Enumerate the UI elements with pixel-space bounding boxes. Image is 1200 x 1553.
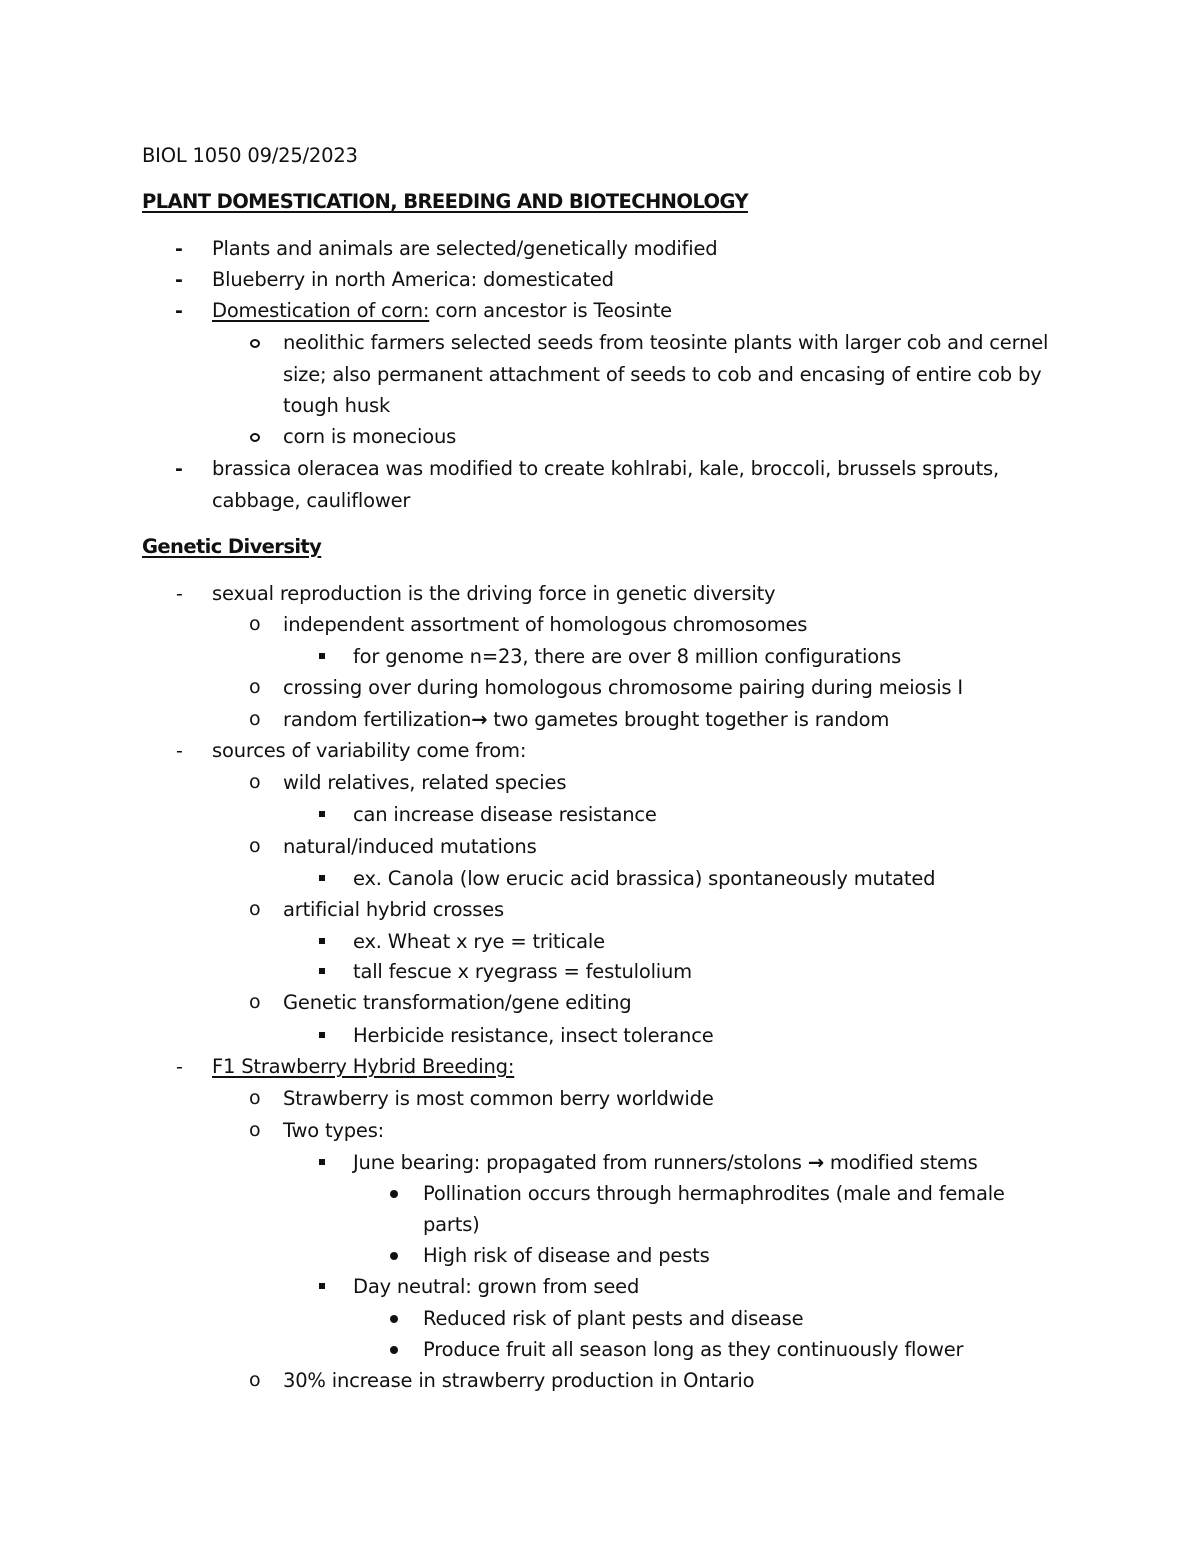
dot-bullet-icon — [390, 1315, 398, 1323]
corn-text: corn ancestor is Teosinte — [429, 299, 672, 322]
ring-bullet-icon: o — [249, 1087, 261, 1109]
dash-bullet-icon: - — [176, 583, 183, 605]
list-item: corn is monecious — [283, 425, 457, 448]
list-item: tall fescue x ryegrass = festulolium — [353, 960, 692, 983]
list-item: sexual reproduction is the driving force in genetic diversity — [212, 582, 776, 605]
list-item: Genetic transformation/gene editing — [283, 991, 632, 1014]
dash-bullet-icon: - — [175, 238, 183, 260]
dot-bullet-icon — [390, 1346, 398, 1354]
list-item: 30% increase in strawberry production in Ontario — [283, 1369, 755, 1392]
list-item: independent assortment of homologous chromosomes — [283, 613, 808, 636]
dash-bullet-icon: - — [175, 269, 183, 291]
june-text: June bearing: propagated from runners/stolons — [353, 1151, 808, 1174]
list-item: crossing over during homologous chromosome pairing during meiosis I — [283, 676, 963, 699]
square-bullet-icon — [319, 1159, 325, 1165]
ring-bullet-icon: o — [249, 835, 261, 857]
square-bullet-icon — [319, 811, 325, 817]
june-text-rest: modified stems — [823, 1151, 978, 1174]
list-item: wild relatives, related species — [283, 771, 567, 794]
ring-bullet-icon: o — [249, 613, 261, 635]
square-bullet-icon — [319, 875, 325, 881]
list-item-continuation: cabbage, cauliflower — [212, 489, 411, 512]
dot-bullet-icon — [390, 1190, 398, 1198]
square-bullet-icon — [319, 653, 325, 659]
list-item: Reduced risk of plant pests and disease — [423, 1307, 804, 1330]
list-item: Two types: — [283, 1119, 385, 1142]
ring-bullet-icon: o — [249, 1369, 261, 1391]
list-item: ex. Wheat x rye = triticale — [353, 930, 605, 953]
ring-bullet-icon: o — [249, 898, 261, 920]
random-text-rest: two gametes brought together is random — [487, 708, 890, 731]
list-item: Plants and animals are selected/genetically modified — [212, 237, 718, 260]
ring-bullet-icon: o — [249, 771, 261, 793]
ring-bullet-icon: o — [249, 1119, 261, 1141]
section-title: Genetic Diversity — [142, 535, 322, 558]
square-bullet-icon — [319, 938, 325, 944]
list-item: Blueberry in north America: domesticated — [212, 268, 614, 291]
ring-bullet-icon: o — [249, 708, 261, 730]
list-item: can increase disease resistance — [353, 803, 657, 826]
ring-bullet-icon: o — [249, 991, 261, 1013]
list-item: neolithic farmers selected seeds from teosinte plants with larger cob and cernel — [283, 331, 1049, 354]
dash-bullet-icon: - — [176, 740, 183, 762]
course-header: BIOL 1050 09/25/2023 — [142, 144, 358, 167]
dot-bullet-icon — [390, 1252, 398, 1260]
ring-bullet-icon: o — [249, 676, 261, 698]
list-item: Herbicide resistance, insect tolerance — [353, 1024, 714, 1047]
list-item: brassica oleracea was modified to create kohlrabi, kale, broccoli, brussels sprouts, — [212, 457, 999, 480]
corn-label: Domestication of corn: — [212, 299, 430, 322]
dash-bullet-icon: - — [176, 1056, 183, 1078]
list-item: sources of variability come from: — [212, 739, 527, 762]
list-item-continuation: parts) — [423, 1213, 480, 1236]
list-item: Strawberry is most common berry worldwide — [283, 1087, 714, 1110]
ring-bullet-icon — [250, 433, 260, 442]
list-item: artificial hybrid crosses — [283, 898, 505, 921]
arrow-right-icon: → — [471, 708, 488, 731]
list-item: F1 Strawberry Hybrid Breeding: — [212, 1055, 515, 1078]
list-item: for genome n=23, there are over 8 million configurations — [353, 645, 902, 668]
dash-bullet-icon: - — [175, 300, 183, 322]
list-item: natural/induced mutations — [283, 835, 537, 858]
list-item — [283, 708, 889, 732]
random-text: random fertilization — [283, 708, 472, 731]
square-bullet-icon — [319, 968, 325, 974]
arrow-right-icon: → — [807, 1151, 824, 1174]
square-bullet-icon — [319, 1032, 325, 1038]
list-item: ex. Canola (low erucic acid brassica) spontaneously mutated — [353, 867, 936, 890]
list-item — [353, 1151, 978, 1175]
list-item: Pollination occurs through hermaphrodites (male and female — [423, 1182, 1005, 1205]
list-item-continuation: tough husk — [283, 394, 391, 417]
list-item — [212, 299, 672, 323]
list-item: Day neutral: grown from seed — [353, 1275, 640, 1298]
main-title: PLANT DOMESTICATION, BREEDING AND BIOTECHNOLOGY — [142, 190, 748, 213]
list-item: Produce fruit all season long as they continuously flower — [423, 1338, 964, 1361]
square-bullet-icon — [319, 1283, 325, 1289]
dash-bullet-icon: - — [175, 458, 183, 480]
list-item: High risk of disease and pests — [423, 1244, 710, 1267]
ring-bullet-icon — [250, 339, 260, 348]
list-item-continuation: size; also permanent attachment of seeds to cob and encasing of entire cob by — [283, 363, 1042, 386]
